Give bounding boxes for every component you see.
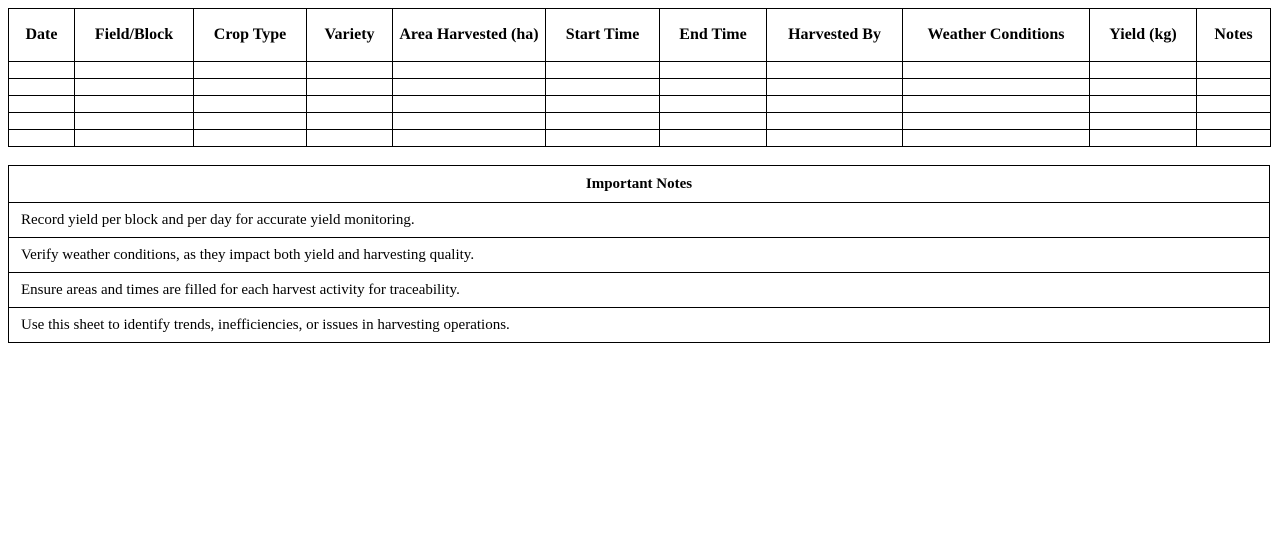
table-cell [307,96,393,113]
column-header-weather-conditions: Weather Conditions [903,9,1090,62]
column-header-crop-type: Crop Type [194,9,307,62]
table-cell [307,130,393,147]
table-cell [393,62,546,79]
column-header-area-harvested: Area Harvested (ha) [393,9,546,62]
note-row [9,273,1270,308]
table-cell [1197,96,1271,113]
table-cell [1197,79,1271,96]
table-cell [307,62,393,79]
table-cell [194,96,307,113]
table-cell [1090,113,1197,130]
table-cell [75,62,194,79]
table-cell [75,130,194,147]
table-cell [546,79,660,96]
table-cell [1197,130,1271,147]
table-cell [767,130,903,147]
table-cell [393,96,546,113]
table-cell [307,79,393,96]
table-cell [767,62,903,79]
table-row [9,79,1271,96]
column-header-date: Date [9,9,75,62]
table-cell [75,96,194,113]
table-cell [767,96,903,113]
table-cell [903,79,1090,96]
table-row [9,62,1271,79]
column-header-start-time: Start Time [546,9,660,62]
note-text: Verify weather conditions, as they impact both yield and harvesting quality. [9,238,1270,273]
table-cell [194,130,307,147]
notes-title: Important Notes [9,166,1270,203]
table-cell [393,79,546,96]
table-cell [1090,79,1197,96]
table-cell [1197,113,1271,130]
note-row [9,238,1270,273]
column-header-variety: Variety [307,9,393,62]
column-header-field-block: Field/Block [75,9,194,62]
note-row [9,203,1270,238]
table-cell [393,130,546,147]
note-text: Record yield per block and per day for accurate yield monitoring. [9,203,1270,238]
table-cell [9,79,75,96]
table-cell [75,79,194,96]
note-text: Ensure areas and times are filled for each harvest activity for traceability. [9,273,1270,308]
column-header-notes: Notes [1197,9,1271,62]
note-text: Use this sheet to identify trends, inefficiencies, or issues in harvesting operations. [9,308,1270,343]
table-cell [194,62,307,79]
table-cell [903,62,1090,79]
table-cell [307,113,393,130]
note-row [9,308,1270,343]
column-header-yield: Yield (kg) [1090,9,1197,62]
table-cell [660,79,767,96]
notes-header-row [9,166,1270,203]
table-cell [660,62,767,79]
table-row [9,96,1271,113]
table-cell [546,96,660,113]
header-row [9,9,1271,62]
table-cell [660,113,767,130]
table-cell [194,113,307,130]
notes-header [9,166,1270,203]
table-cell [9,62,75,79]
table-cell [546,62,660,79]
table-cell [9,113,75,130]
table-row [9,130,1271,147]
table-header [9,9,1271,62]
table-cell [903,113,1090,130]
table-cell [1090,62,1197,79]
harvest-log-table [8,8,1271,147]
table-cell [767,79,903,96]
table-row [9,113,1271,130]
table-cell [903,130,1090,147]
table-cell [1090,130,1197,147]
table-cell [9,96,75,113]
table-cell [546,130,660,147]
column-header-end-time: End Time [660,9,767,62]
table-cell [903,96,1090,113]
table-cell [393,113,546,130]
table-cell [9,130,75,147]
column-header-harvested-by: Harvested By [767,9,903,62]
important-notes-table [8,165,1270,343]
notes-body [9,203,1270,343]
table-cell [546,113,660,130]
table-cell [75,113,194,130]
table-cell [1090,96,1197,113]
table-cell [660,130,767,147]
table-cell [1197,62,1271,79]
table-cell [194,79,307,96]
table-cell [660,96,767,113]
table-body [9,62,1271,147]
table-cell [767,113,903,130]
